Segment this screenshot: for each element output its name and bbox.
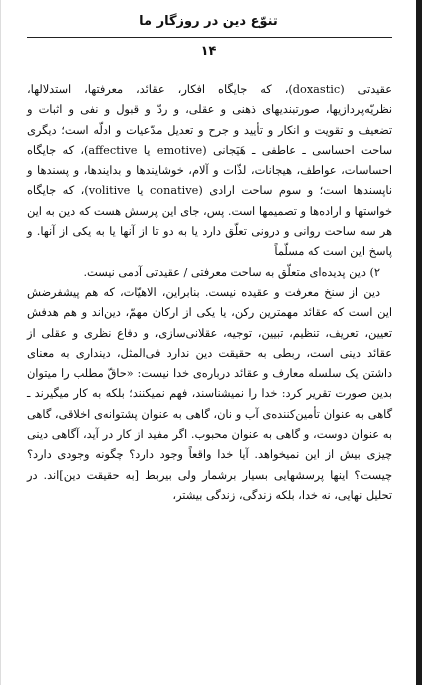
running-title: تنوّع دین در روزگار ما <box>139 14 278 29</box>
paragraph-1: عقیدتی (doxastic)، که جایگاه افکار، عقائد، معرفتها، استدلالها، نظریّه‌پردازیها، صورتبندیهای ذهنی و عقلی، و ردّ و قبول و نفی و اثبات و تضعیف و تقویت و انکار و تأیید و جرح و تعدیل مدّعیات و ادلّه است؛ دیگری ساحت احساسی ـ عاطفی ـ هَیَجانی (emotive یا affective)، که جایگاه احساسات، عواطف، هیجانات، لذّات و آلام، خوشایندها و بدایندها، و پسندها و ناپسندها است؛ و سوم ساحت ارادی (conative یا volitive)، که جایگاه خواستها و اراده‌ها و تصمیمها است. پس، جای این پرسش هست که دین به این هر سه ساحت روانی و درونی تعلّق دارد یا به دو تا از آنها یا به یکی از آنها. و پاسخ این است که مسلّماً <box>27 83 392 259</box>
page-number: ۱۴ <box>200 44 217 59</box>
section-heading: ۲) دین پدیده‌ای متعلّق به ساحت معرفتی / عقیدتی آدمی نیست. <box>83 265 380 279</box>
page-body <box>27 80 392 506</box>
paragraph-2: دین از سنخ معرفت و عقیده نیست. بنابراین، الاهیّات، که هم پیشفرضش این است که عقائد مهمترین رکن، یا یکی از ارکان مهمّ، دین‌اند و هم هدفش تعیین، تعریف، تنظیم، تبیین، توجیه، عقلانی‌سازی، و دفاع نظری و عقلی از عقائد دینی است، ربطی به حقیقت دین ندارد فی‌المثل، دینداری به معنای داشتن یک سلسله معارف و عقائد درباره‌ی خدا نیست: «حاقّ مطلب را میتوان بدین صورت تقریر کرد: خدا را نمیشناسند، فهم نمیکنند؛ بلکه به کار میگیرند ـ گاهی به عنوان تأمین‌کننده‌ی آب و نان، گاهی به عنوان پشتوانه‌ی اخلاقی، گاهی به عنوان دوست، و گاهی به عنوان محبوب. اگر مفید از کار در آید، آگاهی دینی چیزی بیش از این نمیخواهد. آیا خدا واقعاً وجود دارد؟ چگونه وجودی دارد؟ چیست؟ اینها پرسشهایی بسیار برشمار ولی بیربط [به حقیقت دین]اند. در تحلیل نهایی، نه خدا، بلکه زندگی، زندگی بیشتر، <box>27 285 392 502</box>
header-rule <box>27 37 392 38</box>
